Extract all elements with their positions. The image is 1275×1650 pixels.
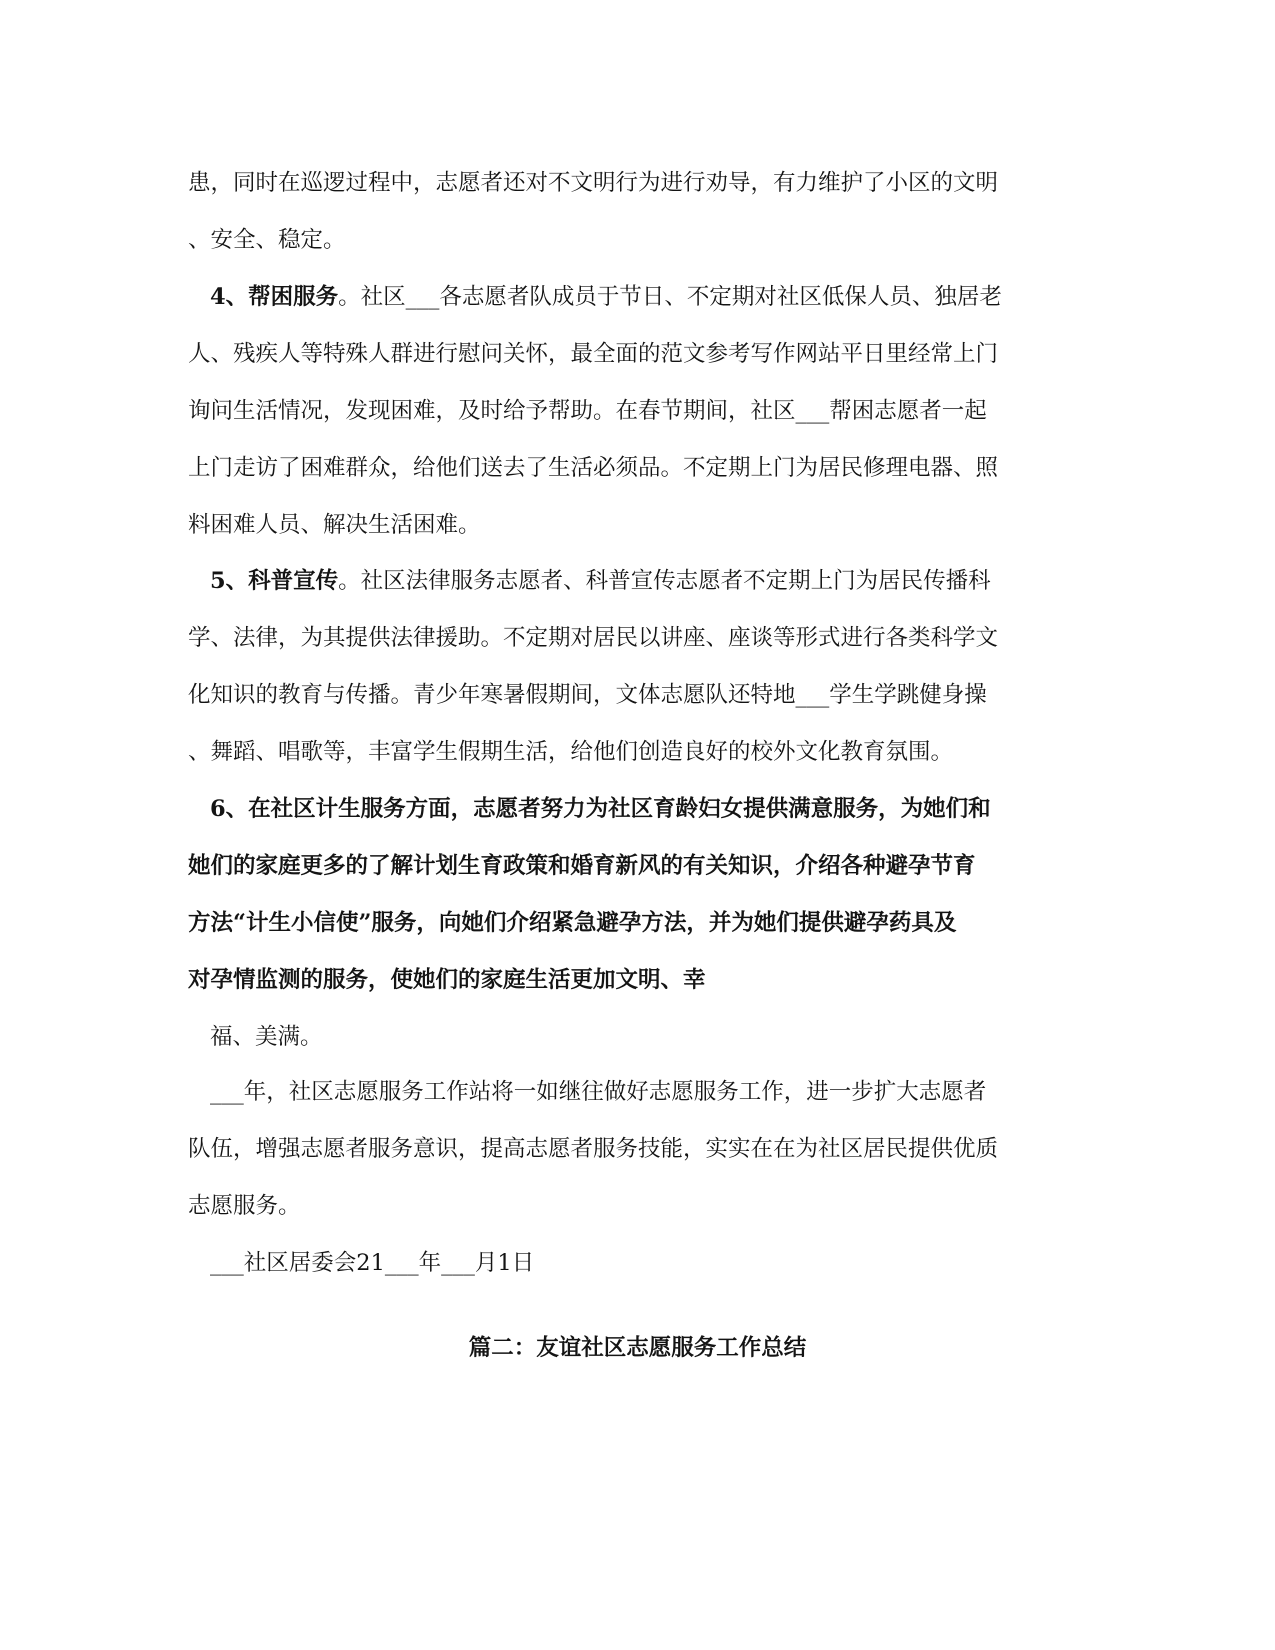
paragraph-4-line-1-text: 。社区___各志愿者队成员于节日、不定期对社区低保人员、独居老 (338, 284, 1002, 310)
paragraph-7-line-1: ___年，社区志愿服务工作站将一如继往做好志愿服务工作，进一步扩大志愿者 (210, 1079, 987, 1105)
paragraph-5-line-1-text: 。社区法律服务志愿者、科普宣传志愿者不定期上门为居民传播科 (338, 568, 991, 594)
paragraph-4-title: 4、帮困服务 (210, 284, 339, 310)
paragraph-4-line-1 (210, 282, 1002, 312)
paragraph-6-line-2: 她们的家庭更多的了解计划生育政策和婚育新风的有关知识，介绍各种避孕节育 (188, 853, 976, 879)
paragraph-6-line-5: 福、美满。 (210, 1024, 323, 1050)
paragraph-6-line-3: 方法“计生小信使”服务，向她们介绍紧急避孕方法，并为她们提供避孕药具及 (188, 910, 957, 936)
paragraph-4-line-5: 料困难人员、解决生活困难。 (188, 512, 481, 538)
paragraph-3-line-2: 、安全、稳定。 (188, 227, 346, 253)
paragraph-5-line-2: 学、法律，为其提供法律援助。不定期对居民以讲座、座谈等形式进行各类科学文 (188, 625, 999, 651)
paragraph-7-line-2: 队伍，增强志愿者服务意识，提高志愿者服务技能，实实在在为社区居民提供优质 (188, 1136, 999, 1162)
paragraph-5-line-4: 、舞蹈、唱歌等，丰富学生假期生活，给他们创造良好的校外文化教育氛围。 (188, 739, 954, 765)
signature-line: ___社区居委会21___年___月1日 (210, 1250, 535, 1276)
paragraph-6-line-1: 6、在社区计生服务方面，志愿者努力为社区育龄妇女提供满意服务，为她们和 (210, 796, 991, 822)
paragraph-5-line-1 (210, 566, 991, 596)
paragraph-7-line-3: 志愿服务。 (188, 1193, 301, 1219)
paragraph-5-title: 5、科普宣传 (210, 568, 339, 594)
paragraph-6-line-4: 对孕情监测的服务，使她们的家庭生活更加文明、幸 (188, 967, 706, 993)
paragraph-4-line-2: 人、残疾人等特殊人群进行慰问关怀，最全面的范文参考写作网站平日里经常上门 (188, 341, 999, 367)
paragraph-5-line-3: 化知识的教育与传播。青少年寒暑假期间，文体志愿队还特地___学生学跳健身操 (188, 682, 987, 708)
section-heading: 篇二：友谊社区志愿服务工作总结 (468, 1335, 807, 1361)
paragraph-4-line-3: 询问生活情况，发现困难，及时给予帮助。在春节期间，社区___帮困志愿者一起 (188, 398, 987, 424)
paragraph-4-line-4: 上门走访了困难群众，给他们送去了生活必须品。不定期上门为居民修理电器、照 (188, 455, 999, 481)
paragraph-3-line-1: 患，同时在巡逻过程中，志愿者还对不文明行为进行劝导，有力维护了小区的文明 (188, 170, 999, 196)
